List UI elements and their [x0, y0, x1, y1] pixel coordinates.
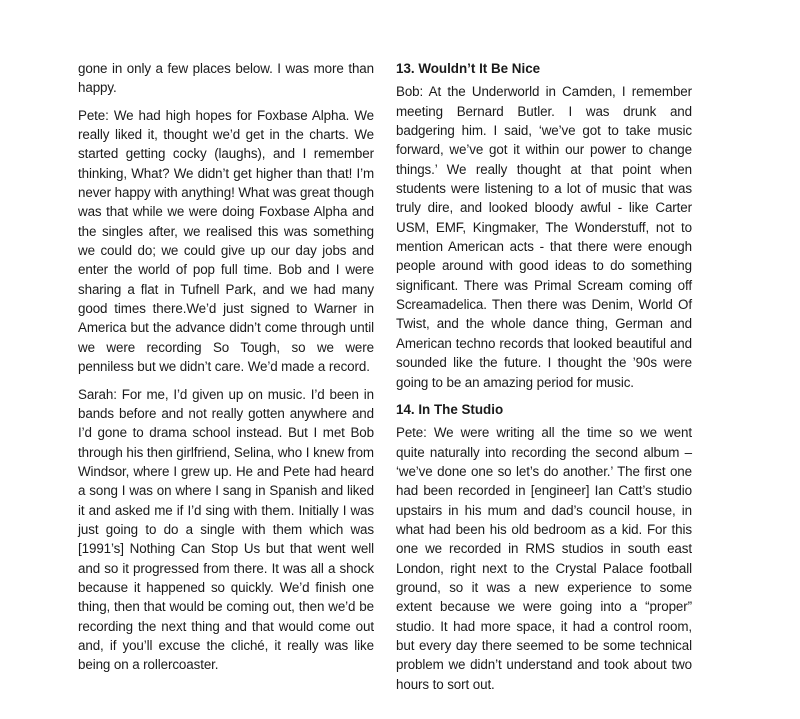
left-column	[78, 59, 374, 683]
paragraph-pete-studio: Pete: We were writing all the time so we went quite naturally into recording the second album – ‘we’ve done one so let’s do another.’ The first one had been recorded in [engineer] Ian Catt’s studio upstairs in his mum and dad’s council house, in what had been his old bedroom as a kid. For this one we recorded in RMS studios in south east London, right next to the Crystal Palace football ground, so it was a new experience to some extent because we were going into a “proper” studio. It had more space, it had a control room, but every day there seemed to be some technical problem we didn’t understand and took about two hours to sort out.	[396, 425, 692, 692]
paragraph-sarah: Sarah: For me, I’d given up on music. I’d been in bands before and not really gotten anywhere and I’d gone to drama school instead. But I met Bob through his then girlfriend, Selina, who I knew from Windsor, where I grew up. He and Pete had heard a song I was on where I sang in Spanish and liked it and asked me if I’d sing with them. Initially I was just going to do a single with them which was [1991’s] Nothing Can Stop Us but that went well and so it progressed from there. It was all a shock because it happened so quickly. We’d finish one thing, then that would be coming out, then we’d be recording the next thing and that would come out and, if you’ll excuse the cliché, it really was like being on a rollercoaster.	[78, 386, 374, 673]
section-heading-in-the-studio: 14. In The Studio	[396, 401, 504, 417]
paragraph-pete-foxbase: Pete: We had high hopes for Foxbase Alpha. We really liked it, thought we’d get in the charts. We started getting cocky (laughs), and I remember thinking, What? We didn’t get higher than that! I’m never happy with anything! What was great though was that while we were doing Foxbase Alpha and the singles after, we realised this was something we could do; we could give up our day jobs and enter the world of pop full time. Bob and I were sharing a flat in Tufnell Park, and we had many good times there.We’d just signed to Warner in America but the advance didn’t come through until we were recording So Tough, so we were penniless but we didn’t care. We’d made a record.	[78, 107, 374, 375]
right-column	[396, 59, 692, 702]
paragraph-bob-underworld: Bob: At the Underworld in Camden, I remember meeting Bernard Butler. I was drunk and badgering him. I said, ‘we’ve got to take music forward, we’ve got it within our power to change things.’ We really thought at that point when students were listening to a lot of music that was truly dire, and looked bloody awful - like Carter USM, EMF, Kingmaker, The Wonderstuff, not to mention American acts - that there were enough people around with good ideas to do something significant. There was Primal Scream coming off Screamadelica. Then there was Denim, World Of Twist, and the whole dance thing, German and American techno records that looked beautiful and sounded like the future. I thought the ’90s were going to be an amazing period for music.	[396, 84, 692, 390]
section-heading-wouldnt-it-be-nice: 13. Wouldn’t It Be Nice	[396, 61, 541, 76]
paragraph-intro: gone in only a few places below. I was more than happy.	[78, 61, 374, 96]
